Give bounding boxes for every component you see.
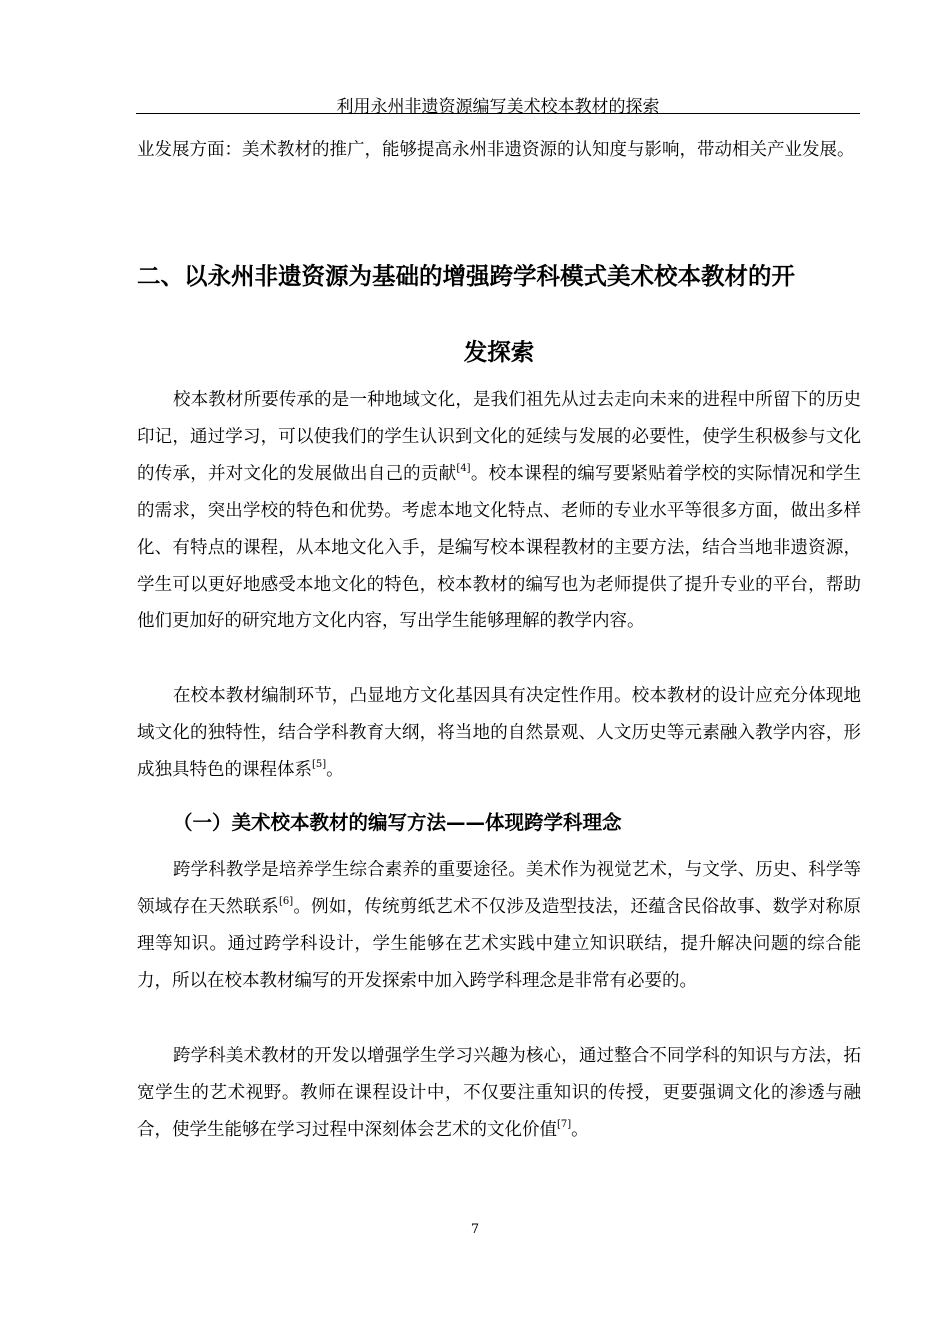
- subsection-paragraph-1: [137, 852, 861, 1000]
- paragraph-text: 。: [571, 1119, 589, 1140]
- citation-ref: [4]: [456, 462, 471, 474]
- paragraph-text: 跨学科美术教材的开发以增强学生学习兴趣为核心，通过整合不同学科的知识与方法，拓宽学生的艺术视野。教师在课程设计中，不仅要注重知识的传授，更要强调文化的渗透与融合，使学生能够在学习过程中深刻体会艺术的文化价值: [137, 1046, 861, 1140]
- citation-ref: [5]: [312, 758, 327, 770]
- intro-continuation-paragraph: 业发展方面：美术教材的推广，能够提高永州非遗资源的认知度与影响，带动相关产业发展。: [137, 140, 855, 160]
- section-paragraph-1: [137, 382, 861, 640]
- paragraph-text: 在校本教材编制环节，凸显地方文化基因具有决定性作用。校本教材的设计应充分体现地域文化的独特性，结合学科教育大纲，将当地的自然景观、人文历史等元素融入教学内容，形成独具特色的课程体系: [137, 686, 861, 780]
- section-heading-line1: 二、以永州非遗资源为基础的增强跨学科模式美术校本教材的开: [137, 262, 795, 290]
- header-divider: [136, 113, 860, 114]
- paragraph-text: 。校本课程的编写要紧贴着学校的实际情况和学生的需求，突出学校的特色和优势。考虑本地文化特点、老师的专业水平等很多方面，做出多样化、有特点的课程，从本地文化入手，是编写校本课程教材的主要方法，结合当地非遗资源，学生可以更好地感受本地文化的特色，校本教材的编写也为老师提供了提升专业的平台，帮助他们更加好的研究地方文化内容，写出学生能够理解的教学内容。: [137, 463, 861, 632]
- subsection-paragraph-2: [137, 1038, 861, 1149]
- citation-ref: [7]: [557, 1118, 572, 1130]
- running-header-title: 利用永州非遗资源编写美术校本教材的探索: [336, 97, 660, 117]
- paragraph-text: 跨学科教学是培养学生综合素养的重要途径。美术作为视觉艺术，与文学、历史、科学等领域存在天然联系: [137, 860, 861, 917]
- section-heading-line2: 发探索: [463, 338, 535, 366]
- section-heading: [137, 238, 861, 390]
- page-number: 7: [470, 1222, 480, 1237]
- subsection-heading: （一）美术校本教材的编写方法——体现跨学科理念: [173, 811, 622, 834]
- paragraph-text: 。: [326, 759, 344, 780]
- paragraph-text: 。例如，传统剪纸艺术不仅涉及造型技法，还蕴含民俗故事、数学对称原理等知识。通过跨学科设计，学生能够在艺术实践中建立知识联结，提升解决问题的综合能力，所以在校本教材编写的开发探索中加入跨学科理念是非常有必要的。: [137, 896, 862, 991]
- paragraph-text: 校本教材所要传承的是一种地域文化，是我们祖先从过去走向未来的进程中所留下的历史印记，通过学习，可以使我们的学生认识到文化的延续与发展的必要性，使学生积极参与文化的传承，并对文化的发展做出自己的贡献: [137, 390, 861, 484]
- section-paragraph-2: [137, 678, 861, 789]
- citation-ref: [6]: [278, 895, 294, 907]
